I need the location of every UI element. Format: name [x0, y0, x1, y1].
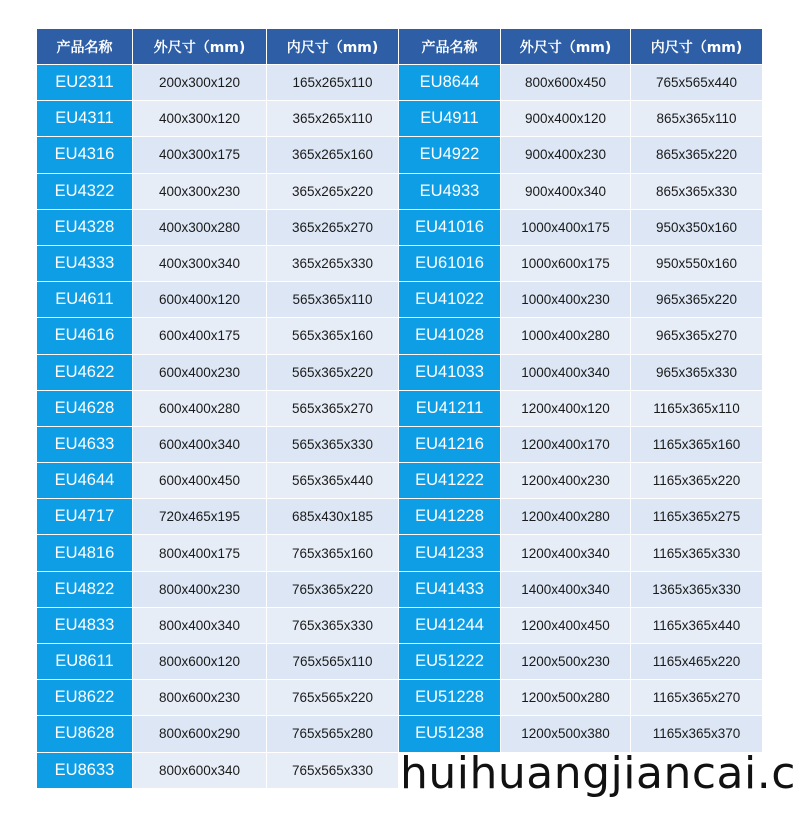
inner-size-2-cell: 1165x365x220	[631, 463, 763, 499]
inner-size-cell: 365x265x330	[267, 245, 399, 281]
inner-size-cell: 765x565x110	[267, 644, 399, 680]
inner-size-cell: 165x265x110	[267, 65, 399, 101]
outer-size-cell: 400x300x280	[133, 209, 267, 245]
table-row	[37, 137, 763, 173]
product-code-cell: EU2311	[37, 65, 133, 101]
outer-size-2-cell: 1000x400x175	[501, 209, 631, 245]
header-product-name-2: 产品名称	[399, 29, 501, 65]
product-code-cell: EU8611	[37, 644, 133, 680]
table-row	[37, 354, 763, 390]
outer-size-2-cell: 1200x400x120	[501, 390, 631, 426]
outer-size-cell: 800x600x290	[133, 716, 267, 752]
table-body	[37, 65, 763, 789]
inner-size-2-cell: 1165x365x270	[631, 680, 763, 716]
inner-size-2-cell: 1165x365x275	[631, 499, 763, 535]
inner-size-2-cell: 965x365x220	[631, 282, 763, 318]
outer-size-cell: 800x600x230	[133, 680, 267, 716]
inner-size-cell: 565x365x270	[267, 390, 399, 426]
table-row	[37, 535, 763, 571]
table-row	[37, 571, 763, 607]
product-code-cell: EU4822	[37, 571, 133, 607]
table-row	[37, 499, 763, 535]
outer-size-cell: 800x400x230	[133, 571, 267, 607]
outer-size-2-cell: 1200x400x280	[501, 499, 631, 535]
table-row	[37, 644, 763, 680]
outer-size-cell: 720x465x195	[133, 499, 267, 535]
inner-size-cell: 565x365x330	[267, 426, 399, 462]
product-code-2-cell: EU51238	[399, 716, 501, 752]
product-code-2-cell: EU8644	[399, 65, 501, 101]
product-code-2-cell: EU51228	[399, 680, 501, 716]
outer-size-cell: 800x400x340	[133, 607, 267, 643]
outer-size-2-cell: 900x400x230	[501, 137, 631, 173]
product-code-2-cell: EU41228	[399, 499, 501, 535]
outer-size-2-cell: 1400x400x340	[501, 571, 631, 607]
table-row	[37, 463, 763, 499]
table-row	[37, 101, 763, 137]
inner-size-cell: 765x565x330	[267, 752, 399, 788]
outer-size-cell: 600x400x280	[133, 390, 267, 426]
inner-size-2-cell: 865x365x330	[631, 173, 763, 209]
product-code-2-cell: EU41022	[399, 282, 501, 318]
product-code-cell: EU4644	[37, 463, 133, 499]
inner-size-2-cell: 765x565x440	[631, 65, 763, 101]
product-code-cell: EU4816	[37, 535, 133, 571]
inner-size-cell: 765x365x160	[267, 535, 399, 571]
inner-size-2-cell: 1165x365x370	[631, 716, 763, 752]
inner-size-2-cell: 865x365x220	[631, 137, 763, 173]
product-code-cell: EU4622	[37, 354, 133, 390]
product-code-cell: EU4616	[37, 318, 133, 354]
outer-size-cell: 600x400x175	[133, 318, 267, 354]
watermark-text: huihuangjiancai.c	[400, 748, 796, 799]
product-code-2-cell: EU4933	[399, 173, 501, 209]
inner-size-cell: 365x265x160	[267, 137, 399, 173]
inner-size-2-cell: 1365x365x330	[631, 571, 763, 607]
product-code-cell: EU4333	[37, 245, 133, 281]
inner-size-2-cell: 1165x465x220	[631, 644, 763, 680]
header-outer-size: 外尺寸（mm)	[133, 29, 267, 65]
outer-size-cell: 600x400x120	[133, 282, 267, 318]
inner-size-2-cell: 965x365x330	[631, 354, 763, 390]
outer-size-cell: 600x400x230	[133, 354, 267, 390]
outer-size-cell: 800x600x340	[133, 752, 267, 788]
product-code-2-cell: EU41222	[399, 463, 501, 499]
outer-size-cell: 600x400x340	[133, 426, 267, 462]
product-code-2-cell: EU41233	[399, 535, 501, 571]
product-code-cell: EU4322	[37, 173, 133, 209]
outer-size-cell: 600x400x450	[133, 463, 267, 499]
table-row	[37, 318, 763, 354]
inner-size-cell: 765x365x330	[267, 607, 399, 643]
outer-size-2-cell: 900x400x120	[501, 101, 631, 137]
table-row	[37, 680, 763, 716]
product-code-2-cell: EU41033	[399, 354, 501, 390]
inner-size-cell: 565x365x110	[267, 282, 399, 318]
inner-size-2-cell: 965x365x270	[631, 318, 763, 354]
outer-size-cell: 200x300x120	[133, 65, 267, 101]
product-code-2-cell: EU51222	[399, 644, 501, 680]
product-code-2-cell: EU4922	[399, 137, 501, 173]
product-code-2-cell: EU41244	[399, 607, 501, 643]
table-row	[37, 65, 763, 101]
product-code-2-cell: EU41028	[399, 318, 501, 354]
product-code-cell: EU4316	[37, 137, 133, 173]
outer-size-2-cell: 900x400x340	[501, 173, 631, 209]
table-row	[37, 426, 763, 462]
product-code-2-cell: EU4911	[399, 101, 501, 137]
inner-size-cell: 565x365x440	[267, 463, 399, 499]
inner-size-cell: 365x265x110	[267, 101, 399, 137]
product-code-2-cell: EU61016	[399, 245, 501, 281]
table-row	[37, 716, 763, 752]
outer-size-2-cell: 1200x400x340	[501, 535, 631, 571]
outer-size-2-cell: 1200x500x280	[501, 680, 631, 716]
table-row	[37, 282, 763, 318]
outer-size-2-cell: 1200x400x230	[501, 463, 631, 499]
header-outer-size-2: 外尺寸（mm)	[501, 29, 631, 65]
header-inner-size-2: 内尺寸（mm)	[631, 29, 763, 65]
outer-size-cell: 400x300x175	[133, 137, 267, 173]
outer-size-cell: 400x300x120	[133, 101, 267, 137]
inner-size-cell: 765x565x280	[267, 716, 399, 752]
inner-size-2-cell: 950x350x160	[631, 209, 763, 245]
outer-size-2-cell: 1200x400x170	[501, 426, 631, 462]
inner-size-cell: 765x365x220	[267, 571, 399, 607]
inner-size-cell: 565x365x160	[267, 318, 399, 354]
outer-size-cell: 400x300x230	[133, 173, 267, 209]
product-code-cell: EU4311	[37, 101, 133, 137]
table-row	[37, 607, 763, 643]
inner-size-cell: 365x265x270	[267, 209, 399, 245]
inner-size-2-cell: 1165x365x330	[631, 535, 763, 571]
table-row	[37, 390, 763, 426]
outer-size-2-cell: 1200x500x230	[501, 644, 631, 680]
table-header-row	[37, 29, 763, 65]
product-code-2-cell: EU41211	[399, 390, 501, 426]
outer-size-2-cell: 1000x400x340	[501, 354, 631, 390]
product-code-cell: EU8628	[37, 716, 133, 752]
product-code-2-cell: EU41016	[399, 209, 501, 245]
product-code-cell: EU8633	[37, 752, 133, 788]
inner-size-2-cell: 1165x365x440	[631, 607, 763, 643]
product-size-table	[36, 28, 763, 789]
product-code-2-cell: EU41216	[399, 426, 501, 462]
inner-size-cell: 565x365x220	[267, 354, 399, 390]
inner-size-2-cell: 1165x365x110	[631, 390, 763, 426]
outer-size-2-cell: 1000x600x175	[501, 245, 631, 281]
outer-size-cell: 800x600x120	[133, 644, 267, 680]
header-product-name: 产品名称	[37, 29, 133, 65]
product-code-cell: EU4628	[37, 390, 133, 426]
product-code-cell: EU4611	[37, 282, 133, 318]
outer-size-2-cell: 1200x400x450	[501, 607, 631, 643]
inner-size-2-cell: 950x550x160	[631, 245, 763, 281]
inner-size-cell: 685x430x185	[267, 499, 399, 535]
product-code-cell: EU4833	[37, 607, 133, 643]
table-row	[37, 173, 763, 209]
product-code-2-cell: EU41433	[399, 571, 501, 607]
product-code-cell: EU4633	[37, 426, 133, 462]
product-code-cell: EU4328	[37, 209, 133, 245]
product-code-cell: EU8622	[37, 680, 133, 716]
table-row	[37, 209, 763, 245]
inner-size-cell: 765x565x220	[267, 680, 399, 716]
outer-size-2-cell: 800x600x450	[501, 65, 631, 101]
header-inner-size: 内尺寸（mm)	[267, 29, 399, 65]
product-code-cell: EU4717	[37, 499, 133, 535]
table-row	[37, 245, 763, 281]
outer-size-cell: 800x400x175	[133, 535, 267, 571]
outer-size-2-cell: 1000x400x230	[501, 282, 631, 318]
inner-size-2-cell: 865x365x110	[631, 101, 763, 137]
inner-size-cell: 365x265x220	[267, 173, 399, 209]
outer-size-cell: 400x300x340	[133, 245, 267, 281]
outer-size-2-cell: 1000x400x280	[501, 318, 631, 354]
outer-size-2-cell: 1200x500x380	[501, 716, 631, 752]
inner-size-2-cell: 1165x365x160	[631, 426, 763, 462]
